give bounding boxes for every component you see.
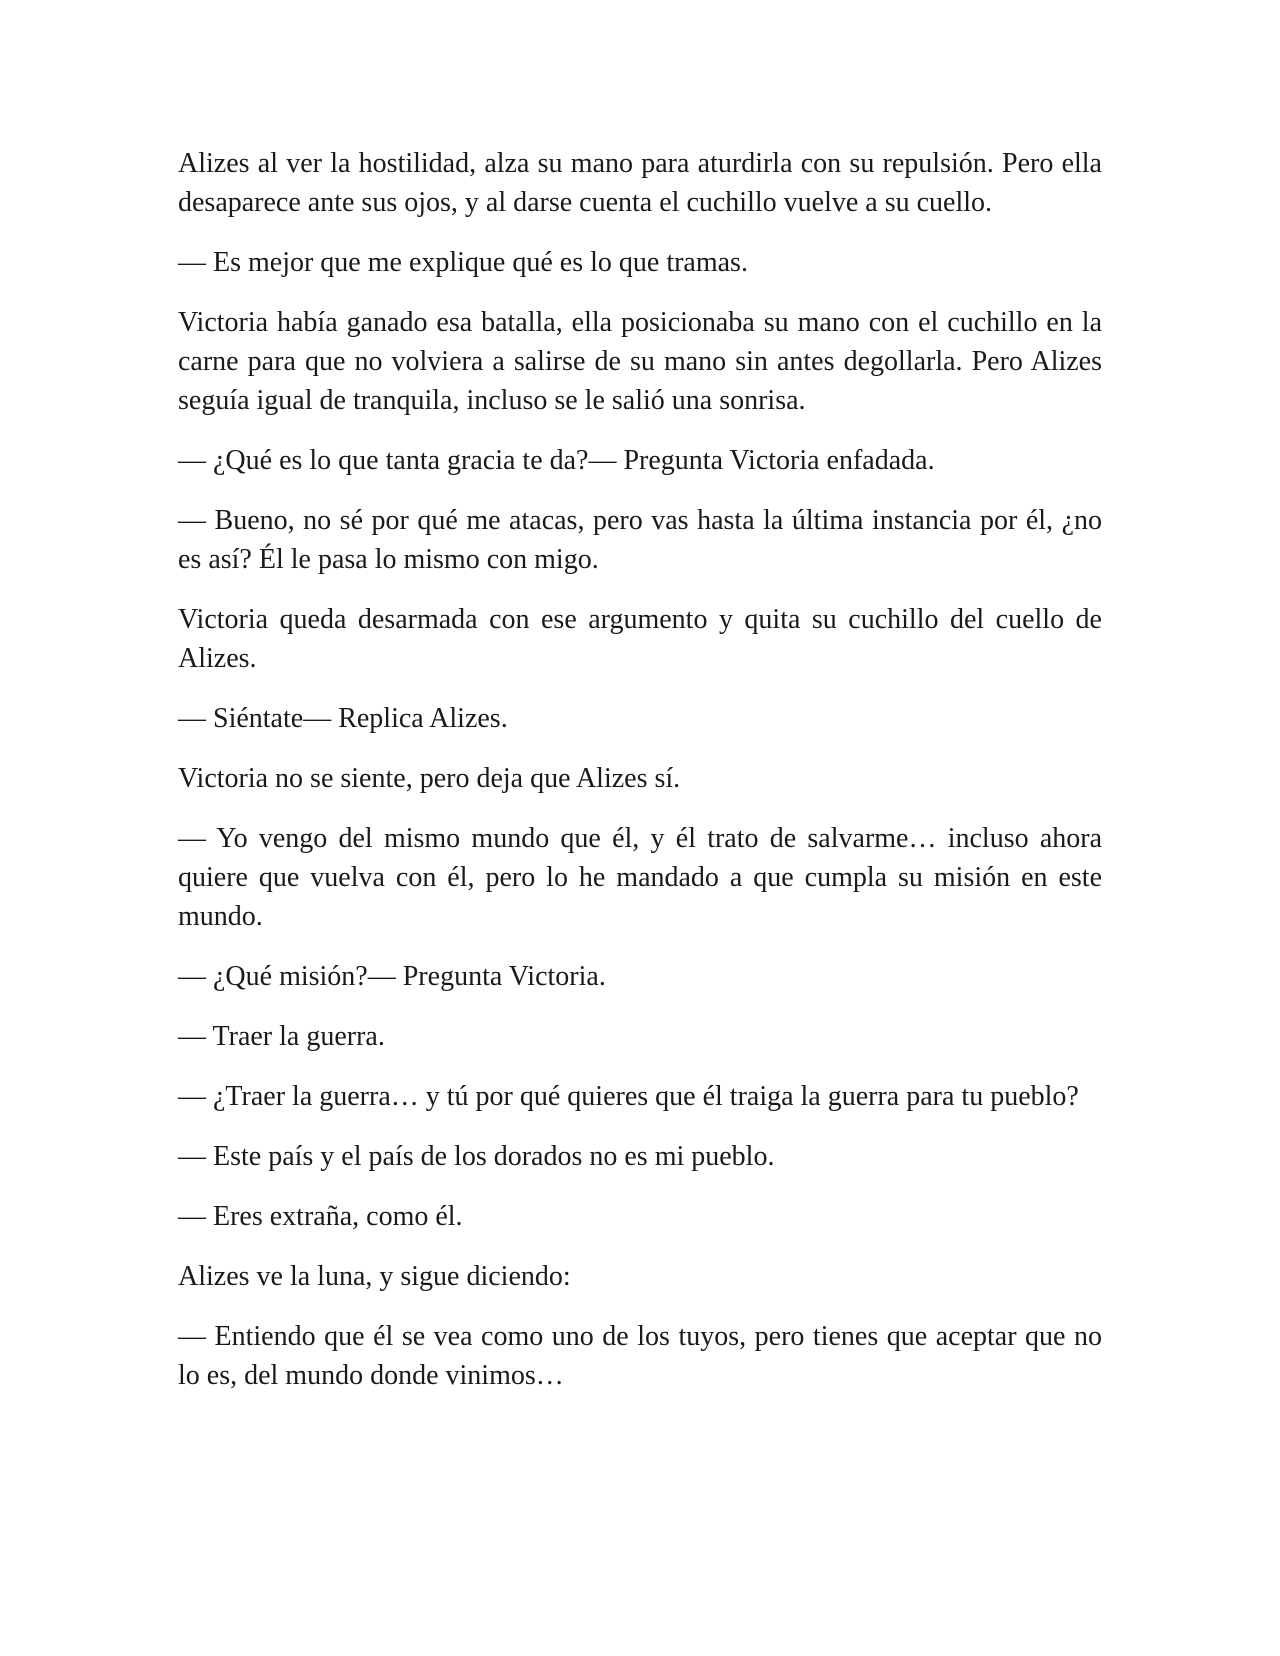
- paragraph-10: — ¿Qué misión?— Pregunta Victoria.: [178, 961, 606, 992]
- document-body: [178, 144, 1102, 1395]
- paragraph-13: — Este país y el país de los dorados no es mi pueblo.: [178, 1141, 775, 1172]
- paragraph-1: Alizes al ver la hostilidad, alza su mano para aturdirla con su repulsión. Pero ella desaparece ante sus ojos, y al darse cuenta el cuchillo vuelve a su cuello.: [178, 148, 1102, 218]
- paragraph-8: Victoria no se siente, pero deja que Alizes sí.: [178, 763, 681, 794]
- paragraph-4: — ¿Qué es lo que tanta gracia te da?— Pregunta Victoria enfadada.: [178, 445, 935, 476]
- paragraph-6: Victoria queda desarmada con ese argumento y quita su cuchillo del cuello de Alizes.: [178, 604, 1102, 674]
- paragraph-9: — Yo vengo del mismo mundo que él, y él trato de salvarme… incluso ahora quiere que vuelva con él, pero lo he mandado a que cumpla su misión en este mundo.: [178, 823, 1102, 932]
- paragraph-14: — Eres extraña, como él.: [178, 1201, 463, 1232]
- paragraph-11: — Traer la guerra.: [178, 1021, 385, 1052]
- paragraph-3: Victoria había ganado esa batalla, ella posicionaba su mano con el cuchillo en la carne para que no volviera a salirse de su mano sin antes degollarla. Pero Alizes seguía igual de tranquila, incluso se le salió una sonrisa.: [178, 307, 1102, 416]
- paragraph-7: — Siéntate— Replica Alizes.: [178, 703, 508, 734]
- paragraph-5: — Bueno, no sé por qué me atacas, pero vas hasta la última instancia por él, ¿no es así? Él le pasa lo mismo con migo.: [178, 505, 1102, 575]
- paragraph-16: — Entiendo que él se vea como uno de los tuyos, pero tienes que aceptar que no lo es, del mundo donde vinimos…: [178, 1321, 1102, 1391]
- paragraph-2: — Es mejor que me explique qué es lo que tramas.: [178, 247, 748, 278]
- paragraph-15: Alizes ve la luna, y sigue diciendo:: [178, 1261, 571, 1292]
- paragraph-12: — ¿Traer la guerra… y tú por qué quieres que él traiga la guerra para tu pueblo?: [178, 1081, 1079, 1112]
